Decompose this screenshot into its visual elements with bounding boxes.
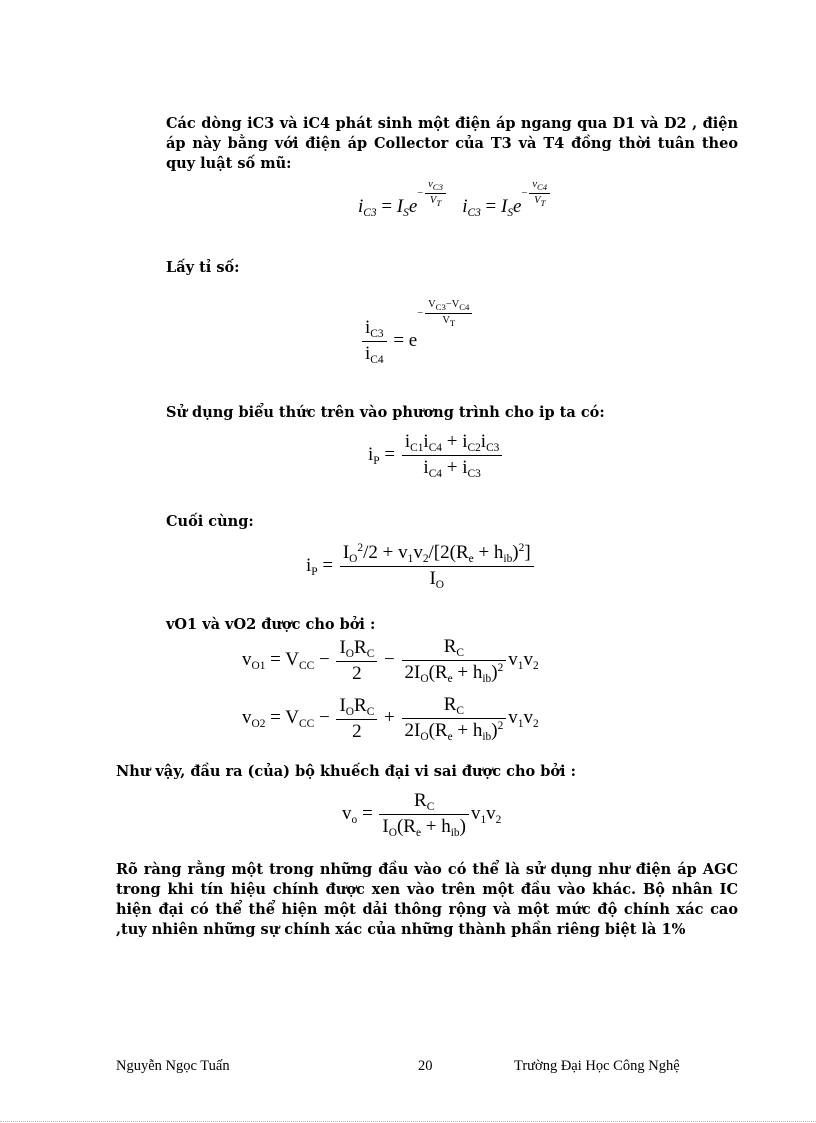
paragraph-substitute: Sử dụng biểu thức trên vào phương trình cho ip ta có: [166, 404, 605, 421]
paragraph-differential-output: Như vậy, đầu ra (của) bộ khuếch đại vi sai được cho bởi : [116, 763, 576, 780]
page-bottom-border [0, 1121, 816, 1122]
equation-ip-ratio: $i_P$ = $\frac{i_{C1}i_{C4} + i_{C2}i_{C3}}{i_{C4} + i_{C3}}$ [368, 430, 504, 481]
paragraph-outputs: vO1 và vO2 được cho bởi : [166, 616, 376, 633]
equation-collector-currents: $i_{C3} = I_Se-$ $\frac{v_{C3}}{V_T}$ $i_{C3} = I_Se-$ $\frac{v_{C4}}{V_T}$ [358, 196, 552, 219]
equation-vo2: $v_{O2} = V_{CC}$ − $\frac{I_OR_C}{2}$ + $\frac{R_C}{2I_O(R_e + h_{ib})^2}$ $v_1v_2$ [242, 694, 539, 744]
equation-vo1: $v_{O1} = V_{CC}$ − $\frac{I_OR_C}{2}$ − $\frac{R_C}{2I_O(R_e + h_{ib})^2}$ $v_1v_2$ [242, 636, 539, 686]
equation-vo: $v_o$ = $\frac{R_C}{I_O(R_e + h_{ib})}$ $v_1v_2$ [342, 790, 502, 840]
footer-author: Nguyễn Ngọc Tuấn [116, 1058, 230, 1074]
paragraph-exponential-law: Các dòng iC3 và iC4 phát sinh một điện áp ngang qua D1 và D2 , điện áp này bằng với điện áp Collector của T3 và T4 đồng thời tuân theo quy luật số mũ: [166, 115, 738, 172]
paragraph-finally: Cuối cùng: [166, 513, 254, 530]
footer-school: Trường Đại Học Công Nghệ [514, 1058, 680, 1074]
paragraph-agc-conclusion: Rõ ràng rằng một trong những đầu vào có thể là sử dụng như điện áp AGC trong khi tín hiệu chính được xen vào trên một đầu vào khác. Bộ nhân IC hiện đại có thể thể hiện một dải thông rộng và một mức độ chính xác cao ,tuy nhiên những sự chính xác của những thành phần riêng biệt là 1% [116, 861, 738, 938]
footer-page-number: 20 [418, 1058, 433, 1074]
equation-current-ratio: $\frac{i_{C3}}{i_{C4}}$ = e− $\frac{V_{C3}-V_{C4}}{V_T}$ [360, 316, 474, 367]
paragraph-ratio: Lấy tỉ số: [166, 259, 240, 276]
equation-ip-final: $i_P$ = $\frac{I_O^2/2 + v_1v_2/[2(R_e + h_{ib})^2]}{I_O}$ [306, 541, 536, 592]
